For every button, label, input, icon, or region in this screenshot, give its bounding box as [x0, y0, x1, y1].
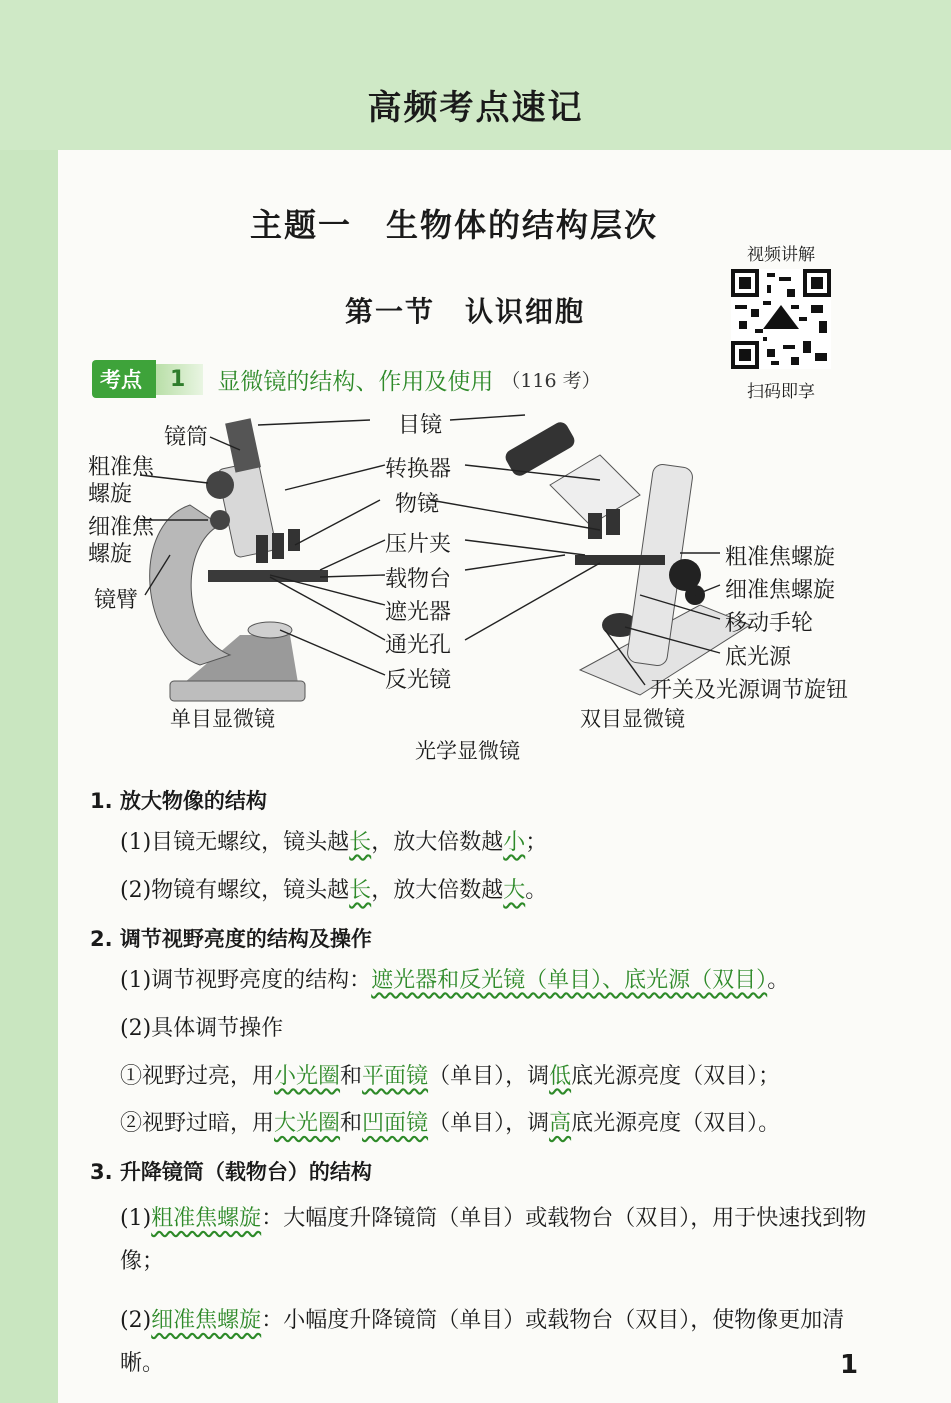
qr-top-caption: 视频讲解	[747, 245, 815, 265]
key-term: 大光圈	[274, 1111, 341, 1137]
key-term: 大	[503, 877, 526, 903]
label-switch-knob: 开关及光源调节旋钮	[650, 678, 849, 703]
brightness-line-4: ②视野过暗，用大光圈和凹面镜（单目），调高底光源亮度（双目）。	[120, 1111, 781, 1137]
label-hand-wheel: 移动手轮	[725, 611, 814, 636]
label-bottom-light: 底光源	[725, 645, 792, 670]
magnify-line-2: (2)物镜有螺纹，镜头越长，放大倍数越大。	[120, 877, 548, 903]
key-term: 遮光器和反光镜（单目）、底光源（双目）	[371, 967, 768, 993]
key-term: 小	[503, 830, 526, 855]
knowledge-point-exam-count: （116 考）	[501, 369, 601, 392]
caption-optical-microscope: 光学显微镜	[415, 739, 520, 763]
caption-monocular: 单目显微镜	[170, 707, 275, 731]
heading-focus: 3. 升降镜筒（载物台）的结构	[90, 1160, 372, 1185]
caption-binocular: 双目显微镜	[580, 707, 685, 731]
key-term: 高	[549, 1111, 572, 1137]
page-number: 1	[840, 1350, 859, 1380]
theme-title: 主题一 生物体的结构层次	[250, 206, 659, 244]
key-term: 细准焦螺旋	[151, 1308, 262, 1334]
key-term: 长	[349, 830, 372, 855]
label-objective: 物镜	[395, 492, 440, 517]
focus-line-1: (1)粗准焦螺旋：大幅度升降镜筒（单目）或载物台（双目），用于快速找到物像；	[120, 1206, 867, 1275]
label-fine-left-1: 细准焦	[88, 515, 155, 540]
label-coarse-right: 粗准焦螺旋	[725, 545, 836, 570]
label-stage: 载物台	[385, 567, 452, 592]
brightness-line-2: (2)具体调节操作	[120, 1015, 284, 1041]
label-coarse-left-2: 螺旋	[88, 482, 133, 507]
page-main-title: 高频考点速记	[367, 88, 584, 128]
knowledge-point-title: 显微镜的结构、作用及使用	[217, 368, 494, 395]
label-nosepiece: 转换器	[385, 457, 452, 482]
knowledge-point-banner	[92, 360, 601, 398]
label-fine-right: 细准焦螺旋	[725, 578, 836, 603]
label-clip: 压片夹	[385, 532, 452, 557]
key-term: 小光圈	[274, 1063, 341, 1089]
key-term: 平面镜	[362, 1063, 429, 1089]
label-fine-left-2: 螺旋	[88, 542, 133, 567]
label-diaphragm: 遮光器	[385, 600, 452, 625]
key-term: 粗准焦螺旋	[151, 1206, 262, 1232]
key-term: 低	[549, 1063, 572, 1089]
key-term: 长	[349, 877, 372, 903]
qr-bottom-caption: 扫码即享	[747, 382, 815, 402]
section-title: 第一节 认识细胞	[345, 295, 586, 328]
heading-brightness: 2. 调节视野亮度的结构及操作	[90, 926, 372, 951]
key-term: 凹面镜	[362, 1111, 429, 1137]
label-eyepiece: 目镜	[398, 413, 443, 438]
label-coarse-left-1: 粗准焦	[88, 455, 155, 480]
label-aperture: 通光孔	[385, 633, 452, 658]
magnify-line-1: (1)目镜无螺纹，镜头越长，放大倍数越小；	[120, 830, 548, 855]
heading-magnify: 1. 放大物像的结构	[90, 789, 267, 813]
knowledge-point-tag: 考点	[92, 360, 156, 398]
content-body	[90, 785, 880, 1402]
label-tube: 镜筒	[164, 425, 209, 450]
focus-line-2: (2)细准焦螺旋：小幅度升降镜筒（单目）或载物台（双目），使物像更加清晰。	[120, 1308, 845, 1377]
qr-block[interactable]	[727, 240, 835, 402]
label-mirror: 反光镜	[385, 668, 452, 693]
monocular-microscope-icon	[150, 418, 328, 701]
binocular-microscope-icon	[503, 419, 750, 695]
qr-code-icon[interactable]	[731, 269, 831, 369]
knowledge-point-number: 1	[156, 364, 203, 395]
brightness-line-1: (1)调节视野亮度的结构：遮光器和反光镜（单目）、底光源（双目）。	[120, 967, 790, 993]
label-arm: 镜臂	[94, 588, 139, 613]
microscope-diagram	[80, 405, 880, 765]
brightness-line-3: ①视野过亮，用小光圈和平面镜（单目），调低底光源亮度（双目）；	[120, 1063, 781, 1089]
